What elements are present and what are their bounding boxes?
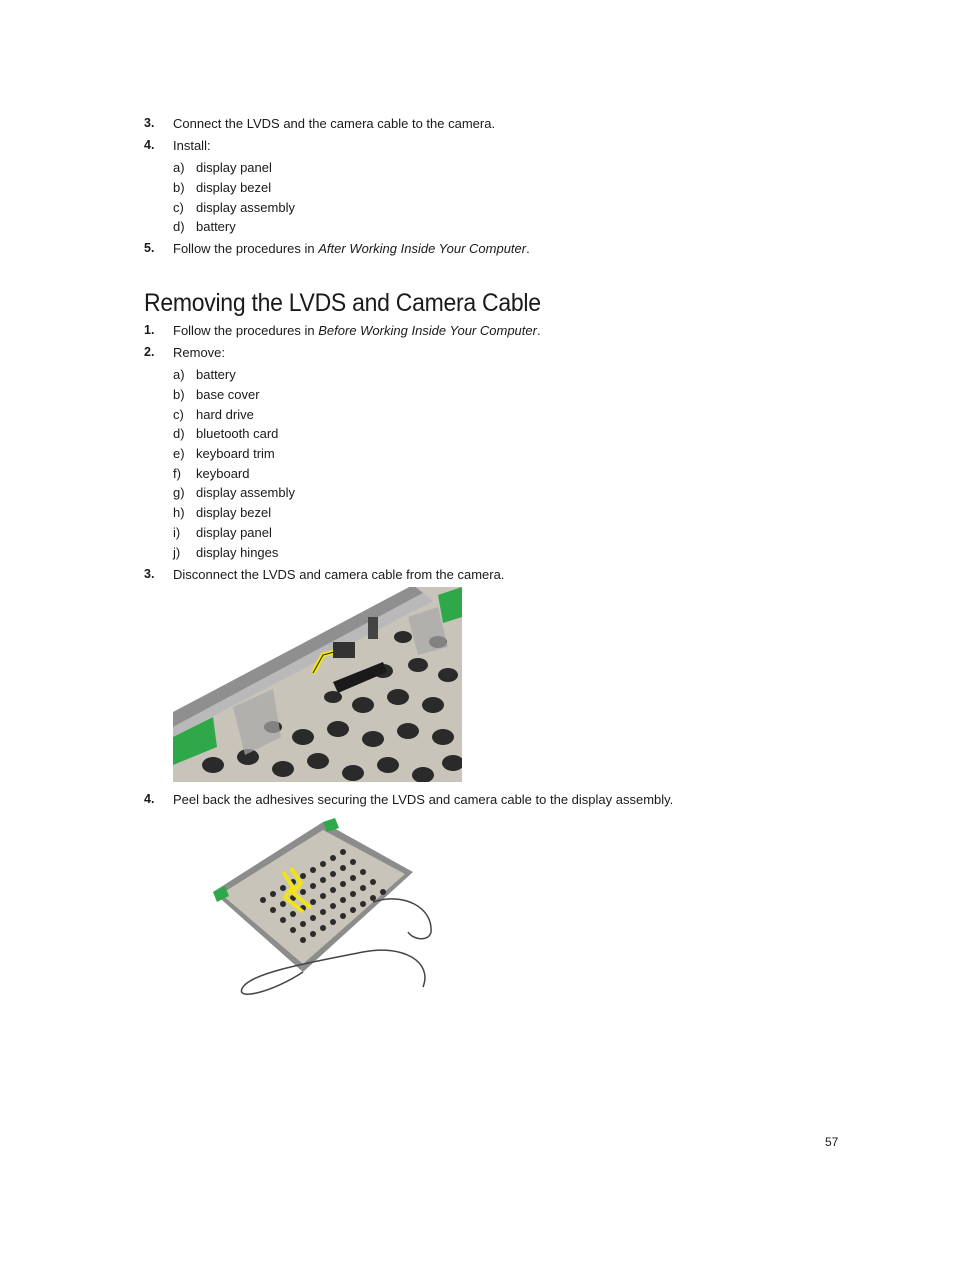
list-item-letter: g) [173, 485, 185, 500]
list-item-letter: b) [173, 180, 185, 195]
list-item: keyboard trim [196, 446, 275, 461]
list-item: battery [196, 367, 236, 382]
step-text: Peel back the adhesives securing the LVDS and camera cable to the display assembly. [173, 792, 674, 807]
list-item: display hinges [196, 545, 279, 560]
step-number: 3. [144, 116, 155, 130]
list-item: display panel [196, 160, 272, 175]
page-number: 57 [825, 1135, 839, 1149]
list-item-letter: c) [173, 200, 184, 215]
step-number: 1. [144, 323, 155, 337]
list-item: display assembly [196, 485, 295, 500]
list-item: display bezel [196, 180, 272, 195]
step-text: Disconnect the LVDS and camera cable from the camera. [173, 567, 505, 582]
step-text: Remove: [173, 345, 226, 360]
list-item: display panel [196, 525, 272, 540]
step-text: Install: [173, 138, 211, 153]
cross-reference: Before Working Inside Your Computer [318, 323, 537, 338]
list-item: bluetooth card [196, 426, 279, 441]
list-item-letter: c) [173, 407, 184, 422]
cross-reference: After Working Inside Your Computer [318, 241, 527, 256]
list-item-letter: d) [173, 426, 185, 441]
list-item-letter: a) [173, 367, 185, 382]
step-number: 2. [144, 345, 155, 359]
list-item: display bezel [196, 505, 272, 520]
step-number: 3. [144, 567, 155, 581]
camera-cable-photo [173, 587, 462, 782]
list-item-letter: d) [173, 219, 185, 234]
list-item-letter: f) [173, 466, 181, 481]
list-item: battery [196, 219, 236, 234]
list-item-letter: i) [173, 525, 181, 540]
page-title: Removing the LVDS and Camera Cable [144, 288, 541, 317]
list-item-letter: e) [173, 446, 185, 461]
step-number: 4. [144, 138, 155, 152]
step-text: Follow the procedures in After Working Inside Your Computer. [173, 241, 530, 256]
list-item: display assembly [196, 200, 295, 215]
list-item-letter: h) [173, 505, 185, 520]
list-item: hard drive [196, 407, 254, 422]
step-number: 4. [144, 792, 155, 806]
step-text: Follow the procedures in Before Working Inside Your Computer. [173, 323, 541, 338]
list-item: keyboard [196, 466, 250, 481]
step-text: Connect the LVDS and the camera cable to the camera. [173, 116, 496, 131]
list-item-letter: b) [173, 387, 185, 402]
list-item-letter: j) [173, 545, 181, 560]
list-item-letter: a) [173, 160, 185, 175]
step-number: 5. [144, 241, 155, 255]
display-assembly-photo [173, 812, 465, 1008]
list-item: base cover [196, 387, 260, 402]
